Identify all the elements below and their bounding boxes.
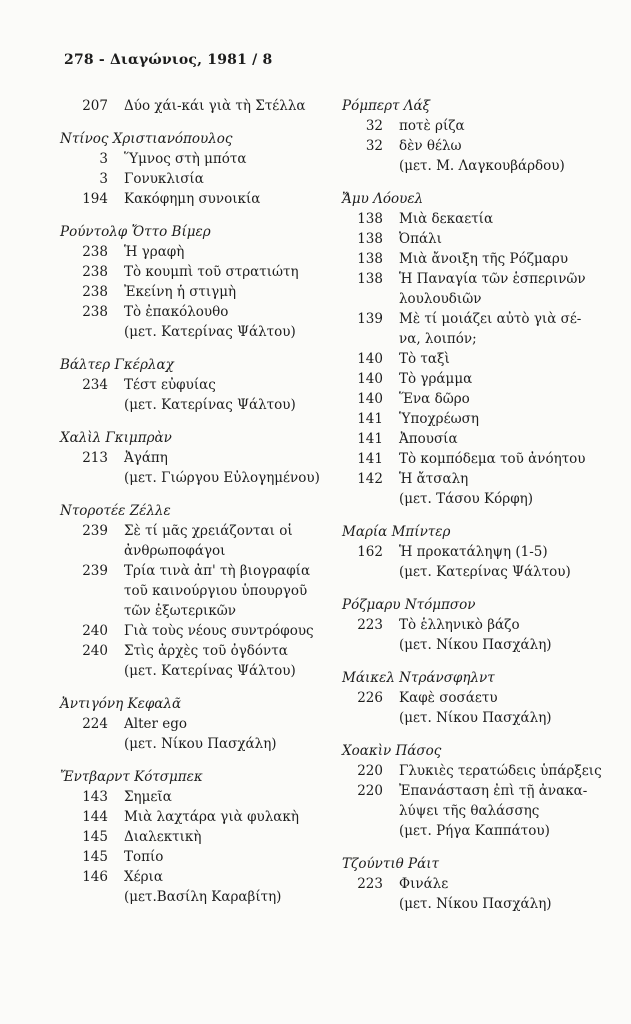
index-entry bbox=[338, 615, 620, 635]
author-name: Βάλτερ Γκέρλαχ bbox=[60, 357, 174, 373]
index-entry bbox=[56, 149, 318, 169]
entry-title: (μετ.Βασίλη Καραβίτη) bbox=[124, 889, 282, 905]
entry-title: Μιὰ δεκαετία bbox=[399, 211, 494, 227]
author-group bbox=[56, 754, 318, 907]
entry-title: Τὸ ἑλληνικὸ βάζο bbox=[399, 617, 520, 633]
page-number bbox=[338, 708, 383, 728]
entry-title: Alter ego bbox=[124, 716, 187, 732]
entry-title: Σὲ τί μᾶς χρειάζονται οἱ bbox=[124, 523, 293, 539]
entry-title: Δύο χάι-κάι γιὰ τὴ Στέλλα bbox=[124, 98, 306, 114]
group-spacer bbox=[56, 488, 318, 501]
page-number: 162 bbox=[357, 544, 383, 560]
page-number: 138 bbox=[357, 231, 383, 247]
entry-title: Τὸ γράμμα bbox=[399, 371, 473, 387]
page-number: 238 bbox=[82, 304, 108, 320]
entry-title: (μετ. Νίκου Πασχάλη) bbox=[399, 710, 552, 726]
page-number bbox=[338, 489, 383, 509]
author-group bbox=[338, 655, 620, 728]
group-spacer bbox=[338, 655, 620, 668]
entry-title: (μετ. Κατερίνας Ψάλτου) bbox=[124, 324, 296, 340]
entry-title: (μετ. Ρήγα Καππάτου) bbox=[399, 823, 550, 839]
entry-title: Διαλεκτικὴ bbox=[124, 829, 202, 845]
page-number: 240 bbox=[82, 643, 108, 659]
index-entry bbox=[56, 581, 318, 601]
index-entry bbox=[338, 289, 620, 309]
entry-title: ἀνθρωποφάγοι bbox=[124, 543, 226, 559]
entry-title: Ἡ γραφὴ bbox=[124, 244, 185, 260]
group-spacer bbox=[56, 342, 318, 355]
index-entry bbox=[338, 136, 620, 156]
index-entry bbox=[338, 209, 620, 229]
index-entry bbox=[338, 489, 620, 509]
author-group bbox=[338, 96, 620, 176]
page-number: 239 bbox=[82, 563, 108, 579]
page-number: 139 bbox=[357, 311, 383, 327]
author-name: Ντοροτέε Ζέλλε bbox=[60, 503, 171, 519]
entry-title: Γιὰ τοὺς νέους συντρόφους bbox=[124, 623, 314, 639]
index-entry bbox=[56, 601, 318, 621]
index-entry bbox=[338, 821, 620, 841]
entry-title: Στὶς ἀρχὲς τοῦ ὀγδόντα bbox=[124, 643, 288, 659]
index-entry bbox=[338, 781, 620, 801]
page-number: 32 bbox=[365, 118, 383, 134]
page-number bbox=[338, 562, 383, 582]
index-entry bbox=[338, 409, 620, 429]
page-number: 141 bbox=[357, 451, 383, 467]
page-number: 145 bbox=[82, 829, 108, 845]
group-spacer bbox=[338, 582, 620, 595]
page-number: 3 bbox=[99, 151, 108, 167]
author-name: Χοακὶν Πάσος bbox=[342, 743, 442, 759]
index-entry bbox=[56, 561, 318, 581]
author-group bbox=[338, 176, 620, 509]
author-group bbox=[56, 209, 318, 342]
group-spacer bbox=[56, 116, 318, 129]
index-entry bbox=[338, 542, 620, 562]
entry-title: Ἡ προκατάληψη (1-5) bbox=[399, 544, 548, 560]
entry-title: (μετ. Μ. Λαγκουβάρδου) bbox=[399, 158, 565, 174]
author-name: Ρούντολφ Ὄττο Βίμερ bbox=[60, 224, 211, 240]
index-entry bbox=[338, 369, 620, 389]
page-number: 138 bbox=[357, 271, 383, 287]
index-entry bbox=[338, 801, 620, 821]
page-number: 138 bbox=[357, 251, 383, 267]
page-number: 223 bbox=[357, 617, 383, 633]
index-entry bbox=[56, 169, 318, 189]
index-entry bbox=[56, 468, 318, 488]
entry-title: Ἀγάπη bbox=[124, 450, 168, 466]
index-entry bbox=[338, 761, 620, 781]
author-group bbox=[56, 116, 318, 209]
entry-title: ποτὲ ρίζα bbox=[399, 118, 465, 134]
index-entry bbox=[56, 661, 318, 681]
entry-title: να, λοιπόν; bbox=[399, 331, 477, 347]
author-name: Ἄμυ Λόουελ bbox=[342, 191, 424, 207]
page-number: 238 bbox=[82, 284, 108, 300]
author-name: Ρόζμαρυ Ντόμπσον bbox=[342, 597, 476, 613]
index-entry bbox=[56, 827, 318, 847]
index-entry bbox=[338, 429, 620, 449]
index-entry bbox=[56, 787, 318, 807]
page-number bbox=[56, 541, 108, 561]
page-number: 240 bbox=[82, 623, 108, 639]
index-entry bbox=[338, 449, 620, 469]
index-entry bbox=[56, 541, 318, 561]
group-spacer bbox=[56, 681, 318, 694]
page-number: 141 bbox=[357, 431, 383, 447]
left-column bbox=[56, 96, 318, 907]
page-number: 238 bbox=[82, 264, 108, 280]
entry-title: Τέστ εὐφυίας bbox=[124, 377, 216, 393]
index-entry bbox=[338, 156, 620, 176]
page-number bbox=[56, 734, 108, 754]
page-number bbox=[56, 661, 108, 681]
entry-title: Τοπίο bbox=[124, 849, 164, 865]
page-number: 220 bbox=[357, 763, 383, 779]
group-spacer bbox=[338, 176, 620, 189]
group-spacer bbox=[338, 509, 620, 522]
index-entry bbox=[56, 395, 318, 415]
index-entry bbox=[56, 448, 318, 468]
author-name: Τζούντιθ Ράιτ bbox=[342, 856, 440, 872]
page-number: 226 bbox=[357, 690, 383, 706]
entry-title: (μετ. Κατερίνας Ψάλτου) bbox=[399, 564, 571, 580]
index-entry bbox=[338, 688, 620, 708]
index-entry bbox=[56, 734, 318, 754]
index-entry bbox=[56, 242, 318, 262]
page-number: 213 bbox=[82, 450, 108, 466]
entry-title: (μετ. Νίκου Πασχάλη) bbox=[399, 896, 552, 912]
right-column bbox=[338, 96, 620, 914]
entry-title: Τὸ κομπόδεμα τοῦ ἀνόητου bbox=[399, 451, 586, 467]
group-spacer bbox=[56, 415, 318, 428]
group-spacer bbox=[338, 841, 620, 854]
entry-title: Ἐπανάσταση ἐπὶ τῇ ἀνακα- bbox=[399, 783, 588, 799]
entry-title: Ἡ Παναγία τῶν ἑσπερινῶν bbox=[399, 271, 586, 287]
author-group bbox=[56, 415, 318, 488]
entry-title: δὲν θέλω bbox=[399, 138, 462, 154]
entry-title: Σημεῖα bbox=[124, 789, 172, 805]
page-number: 140 bbox=[357, 351, 383, 367]
index-entry bbox=[56, 375, 318, 395]
entry-title: Ἐκείνη ἡ στιγμὴ bbox=[124, 284, 237, 300]
author-group bbox=[338, 509, 620, 582]
page-number bbox=[338, 329, 383, 349]
page-number bbox=[338, 894, 383, 914]
page-header: 278 - Διαγώνιος, 1981 / 8 bbox=[64, 52, 273, 68]
entry-title: Ὕμνος στὴ μπότα bbox=[124, 151, 247, 167]
author-name: Μάικελ Ντράνσφηλντ bbox=[342, 670, 495, 686]
entry-title: Τὸ ἐπακόλουθο bbox=[124, 304, 229, 320]
entry-title: (μετ. Νίκου Πασχάλη) bbox=[399, 637, 552, 653]
group-spacer bbox=[56, 754, 318, 767]
index-entry bbox=[56, 807, 318, 827]
group-spacer bbox=[56, 209, 318, 222]
entry-title: (μετ. Κατερίνας Ψάλτου) bbox=[124, 397, 296, 413]
page-number: 143 bbox=[82, 789, 108, 805]
index-entry bbox=[56, 262, 318, 282]
index-entry bbox=[338, 116, 620, 136]
entry-title: Φινάλε bbox=[399, 876, 449, 892]
page-number: 3 bbox=[99, 171, 108, 187]
index-entry bbox=[338, 708, 620, 728]
index-entry bbox=[338, 469, 620, 489]
author-name: Ἀντιγόνη Κεφαλᾶ bbox=[60, 696, 182, 712]
index-entry bbox=[338, 894, 620, 914]
page-number bbox=[56, 322, 108, 342]
index-entry bbox=[338, 349, 620, 369]
entry-title: τῶν ἐξωτερικῶν bbox=[124, 603, 237, 619]
index-entry bbox=[56, 621, 318, 641]
entry-title: Ἕνα δῶρο bbox=[399, 391, 470, 407]
index-entry bbox=[338, 329, 620, 349]
page-number bbox=[56, 395, 108, 415]
page-number: 223 bbox=[357, 876, 383, 892]
author-name: Χαλὶλ Γκιμπρὰν bbox=[60, 430, 172, 446]
entry-title: (μετ. Τάσου Κόρφη) bbox=[399, 491, 534, 507]
entry-title: Ὑποχρέωση bbox=[399, 411, 479, 427]
author-group bbox=[338, 841, 620, 914]
index-entry bbox=[338, 562, 620, 582]
author-name: Ἔντβαρντ Κότσμπεκ bbox=[60, 769, 203, 785]
page-number bbox=[338, 156, 383, 176]
entry-title: Ἡ ἄτσαλη bbox=[399, 471, 469, 487]
entry-title: (μετ. Νίκου Πασχάλη) bbox=[124, 736, 277, 752]
page-number: 194 bbox=[82, 191, 108, 207]
page-number bbox=[56, 581, 108, 601]
page-number: 140 bbox=[357, 391, 383, 407]
page-number: 144 bbox=[82, 809, 108, 825]
index-entry bbox=[56, 282, 318, 302]
page-number: 140 bbox=[357, 371, 383, 387]
page-number: 220 bbox=[357, 783, 383, 799]
index-entry bbox=[338, 249, 620, 269]
page-number: 142 bbox=[357, 471, 383, 487]
author-name: Ρόμπερτ Λάξ bbox=[342, 98, 431, 114]
group-spacer bbox=[338, 728, 620, 741]
entry-title: Τὸ ταξὶ bbox=[399, 351, 450, 367]
author-name: Ντίνος Χριστιανόπουλος bbox=[60, 131, 233, 147]
index-entry bbox=[338, 309, 620, 329]
index-entry bbox=[338, 229, 620, 249]
index-entry bbox=[338, 389, 620, 409]
entry-title: λύψει τῆς θαλάσσης bbox=[399, 803, 540, 819]
author-name: Μαρία Μπίντερ bbox=[342, 524, 451, 540]
author-group bbox=[56, 342, 318, 415]
index-entry bbox=[56, 641, 318, 661]
entry-title: λουλουδιῶν bbox=[399, 291, 482, 307]
index-entry bbox=[56, 867, 318, 887]
page-number bbox=[56, 887, 108, 907]
page-number: 141 bbox=[357, 411, 383, 427]
index-entry bbox=[56, 521, 318, 541]
author-group bbox=[56, 96, 318, 116]
page-number bbox=[338, 635, 383, 655]
entry-title: Γονυκλισία bbox=[124, 171, 204, 187]
author-group bbox=[338, 582, 620, 655]
page-number: 238 bbox=[82, 244, 108, 260]
index-entry bbox=[338, 874, 620, 894]
author-group bbox=[56, 488, 318, 681]
entry-title: (μετ. Κατερίνας Ψάλτου) bbox=[124, 663, 296, 679]
entry-title: Μὲ τί μοιάζει αὐτὸ γιὰ σέ- bbox=[399, 311, 582, 327]
index-entry bbox=[338, 269, 620, 289]
page-number: 239 bbox=[82, 523, 108, 539]
index-entry bbox=[56, 714, 318, 734]
entry-title: Μιὰ λαχτάρα γιὰ φυλακὴ bbox=[124, 809, 299, 825]
entry-title: Κακόφημη συνοικία bbox=[124, 191, 261, 207]
author-group bbox=[338, 728, 620, 841]
page-number: 146 bbox=[82, 869, 108, 885]
author-group bbox=[56, 681, 318, 754]
index-entry bbox=[56, 847, 318, 867]
entry-title: τοῦ καινούργιου ὑπουργοῦ bbox=[124, 583, 308, 599]
page-number bbox=[56, 468, 108, 488]
page-number: 145 bbox=[82, 849, 108, 865]
entry-title: Τὸ κουμπὶ τοῦ στρατιώτη bbox=[124, 264, 299, 280]
page-number: 207 bbox=[82, 98, 108, 114]
entry-title: Γλυκιὲς τερατώδεις ὑπάρξεις bbox=[399, 763, 602, 779]
entry-title: Μιὰ ἄνοιξη τῆς Ρόζμαρυ bbox=[399, 251, 569, 267]
entry-title: Χέρια bbox=[124, 869, 163, 885]
page-number: 224 bbox=[82, 716, 108, 732]
page-number: 234 bbox=[82, 377, 108, 393]
page-number bbox=[338, 801, 383, 821]
entry-title: Ἀπουσία bbox=[399, 431, 458, 447]
entry-title: Καφὲ σοσάετυ bbox=[399, 690, 498, 706]
entry-title: (μετ. Γιώργου Εὐλογημένου) bbox=[124, 470, 320, 486]
entry-title: Ὀπάλι bbox=[399, 231, 442, 247]
index-entry bbox=[56, 96, 318, 116]
index-entry bbox=[56, 189, 318, 209]
page-number: 32 bbox=[365, 138, 383, 154]
entry-title: Τρία τινὰ ἀπ' τὴ βιογραφία bbox=[124, 563, 311, 579]
index-entry bbox=[56, 302, 318, 322]
page-number bbox=[338, 289, 383, 309]
index-entry bbox=[56, 887, 318, 907]
page-number: 138 bbox=[357, 211, 383, 227]
index-entry bbox=[56, 322, 318, 342]
page-number bbox=[56, 601, 108, 621]
page-number bbox=[338, 821, 383, 841]
index-entry bbox=[338, 635, 620, 655]
